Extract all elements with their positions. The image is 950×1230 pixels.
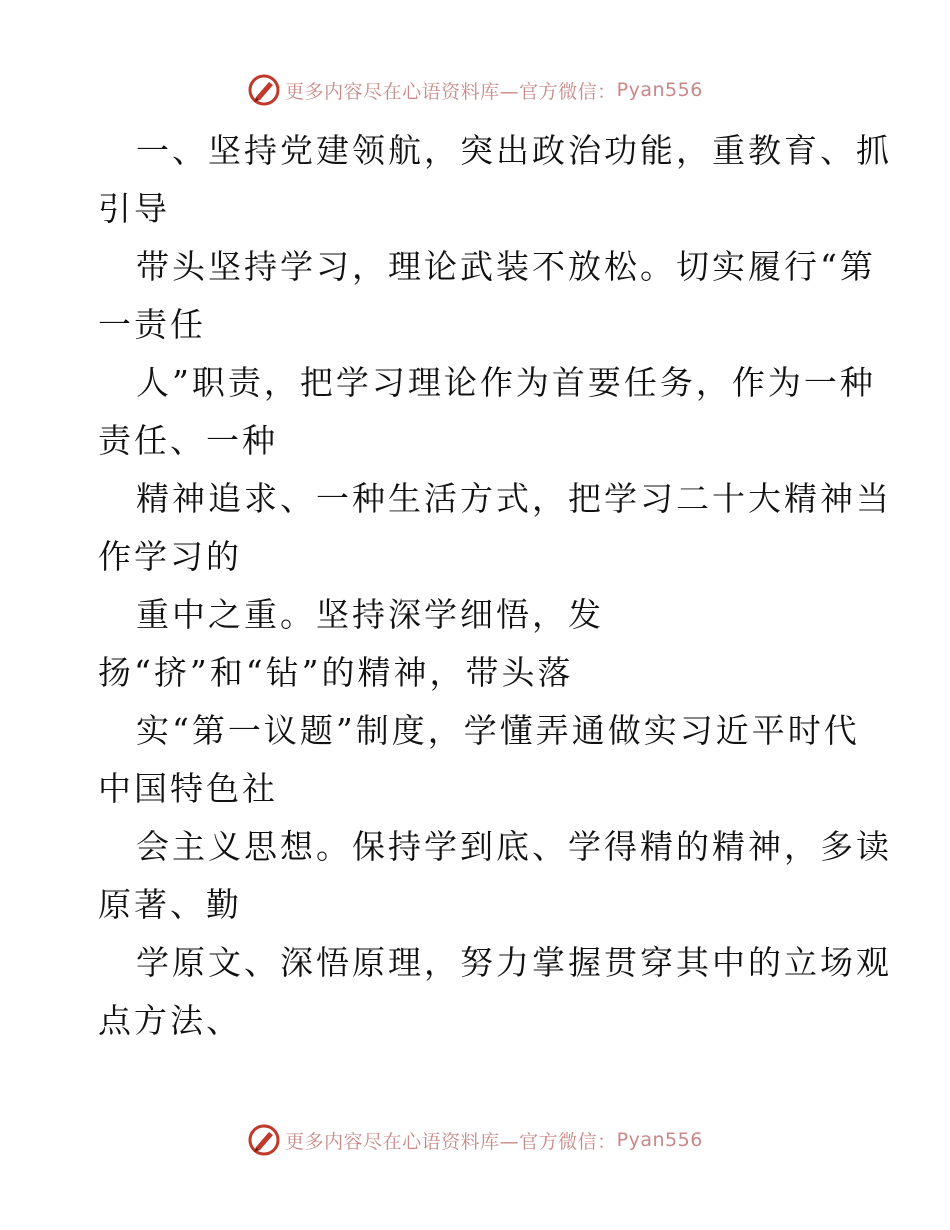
watermark-text: 更多内容尽在心语资料库—官方微信： (285, 80, 617, 103)
pen-logo-icon (247, 1123, 281, 1157)
header-watermark (0, 70, 950, 110)
body-line: 重中之重。坚持深学细悟，发 (136, 595, 604, 634)
body-line: 学原文、深悟原理，努力掌握贯穿其中的立场观 (136, 943, 892, 982)
footer-watermark (0, 1120, 950, 1160)
body-line: 带头坚持学习，理论武装不放松。切实履行“第 (136, 247, 876, 286)
document-body (98, 122, 892, 1050)
pen-logo-icon (247, 73, 281, 107)
body-line: 引导 (98, 189, 170, 228)
body-line: 中国特色社 (98, 769, 278, 808)
body-line: 会主义思想。保持学到底、学得精的精神，多读 (136, 827, 892, 866)
body-line: 作学习的 (98, 537, 242, 576)
body-line: 精神追求、一种生活方式，把学习二十大精神当 (136, 479, 892, 518)
body-line: 责任、一种 (98, 421, 278, 460)
body-line: 一、坚持党建领航，突出政治功能，重教育、抓 (136, 131, 892, 170)
body-line: 一责任 (98, 305, 206, 344)
watermark-text: 更多内容尽在心语资料库—官方微信： (285, 1130, 617, 1153)
body-line: 实“第一议题”制度，学懂弄通做实习近平时代 (136, 711, 860, 750)
body-line: 扬“挤”和“钻”的精神，带头落 (98, 653, 574, 692)
body-line: 原著、勤 (98, 885, 242, 924)
body-line: 人”职责，把学习理论作为首要任务，作为一种 (136, 363, 876, 402)
body-line: 点方法、 (98, 1001, 242, 1040)
watermark-wechat-id: Pyan556 (616, 79, 703, 101)
watermark-wechat-id: Pyan556 (616, 1129, 703, 1151)
